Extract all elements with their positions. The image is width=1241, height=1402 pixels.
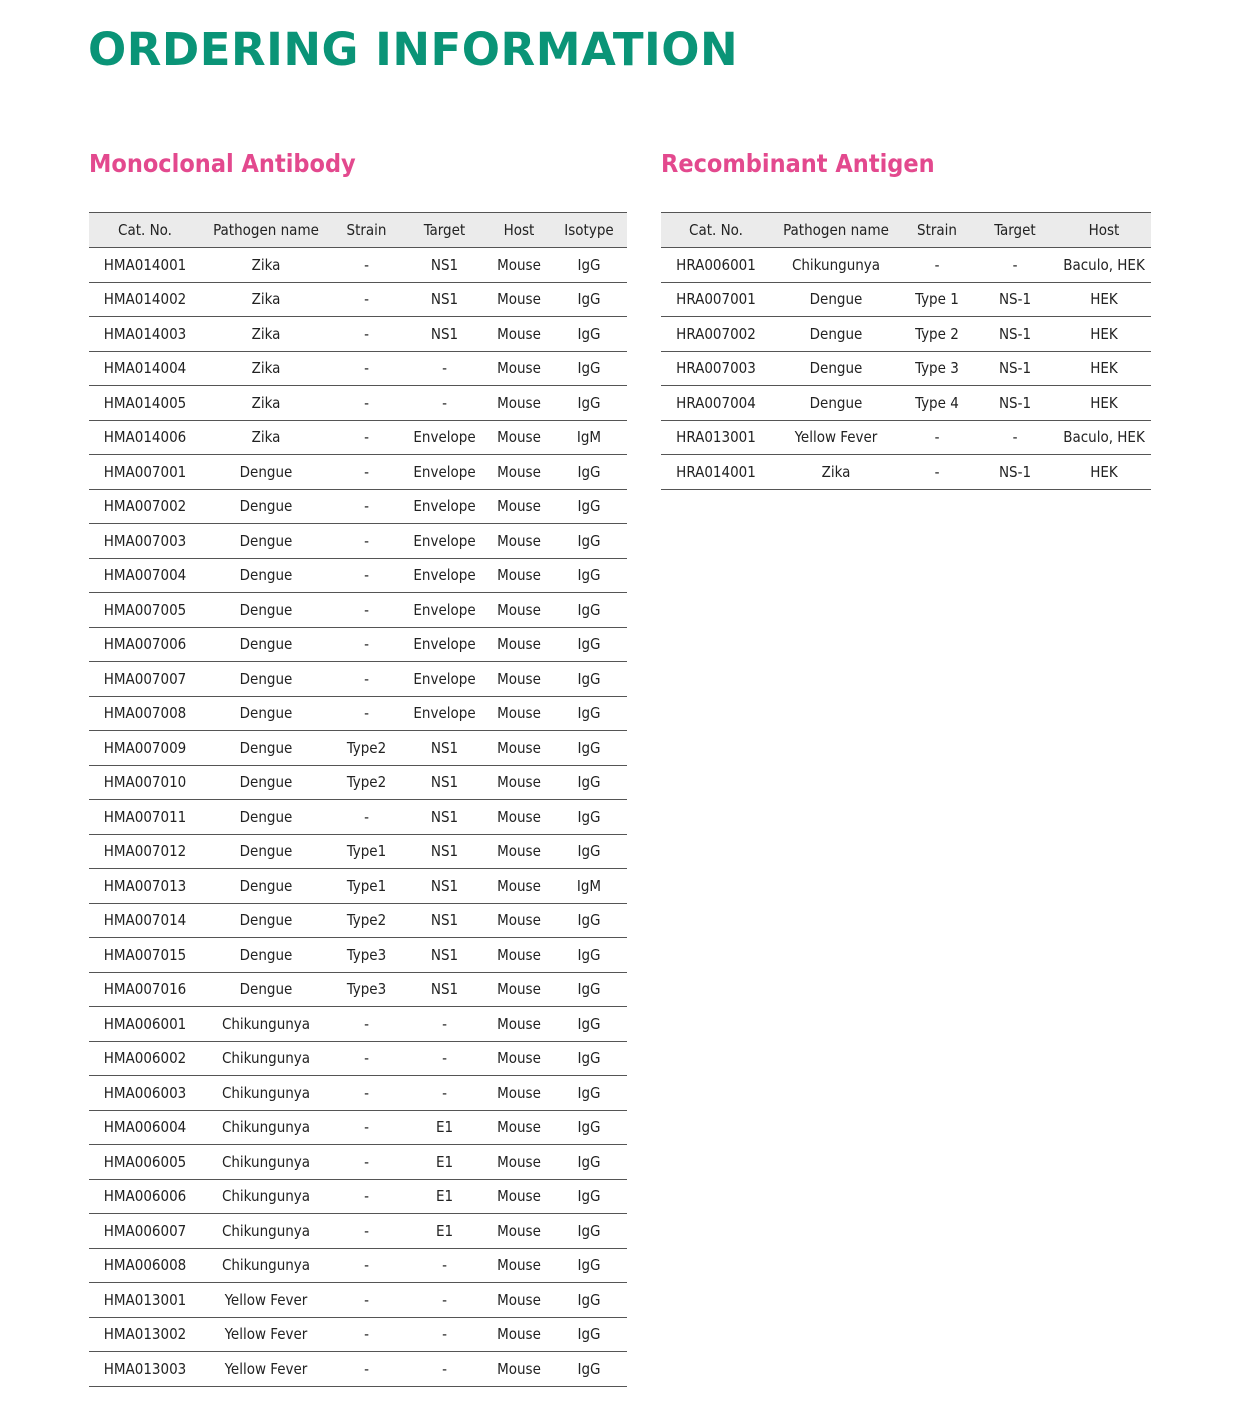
table-cell: Dengue bbox=[771, 351, 901, 386]
table-cell: NS1 bbox=[402, 938, 487, 973]
table-row bbox=[89, 455, 627, 490]
table-row bbox=[89, 1352, 627, 1387]
table-cell: IgG bbox=[551, 1214, 627, 1249]
table-cell: NS1 bbox=[402, 800, 487, 835]
table-cell: IgG bbox=[551, 1110, 627, 1145]
table-cell: - bbox=[402, 1283, 487, 1318]
table-row bbox=[89, 386, 627, 421]
monoclonal-antibody-title: Monoclonal Antibody bbox=[89, 149, 356, 178]
table-cell: Mouse bbox=[487, 317, 551, 352]
column-header: Strain bbox=[331, 213, 402, 248]
table-cell: NS1 bbox=[402, 731, 487, 766]
table-cell: - bbox=[331, 662, 402, 697]
table-cell: HMA007007 bbox=[89, 662, 201, 697]
table-cell: Mouse bbox=[487, 455, 551, 490]
table-cell: HEK bbox=[1057, 317, 1151, 352]
table-cell: HMA007012 bbox=[89, 834, 201, 869]
table-cell: - bbox=[402, 1041, 487, 1076]
table-row bbox=[89, 1317, 627, 1352]
table-cell: Type2 bbox=[331, 903, 402, 938]
table-cell: - bbox=[331, 558, 402, 593]
table-cell: Chikungunya bbox=[201, 1041, 331, 1076]
table-cell: - bbox=[331, 386, 402, 421]
table-cell: - bbox=[331, 593, 402, 628]
table-cell: Yellow Fever bbox=[771, 420, 901, 455]
table-cell: - bbox=[331, 1214, 402, 1249]
table-cell: IgG bbox=[551, 1352, 627, 1387]
table-cell: Dengue bbox=[201, 593, 331, 628]
table-cell: Dengue bbox=[201, 696, 331, 731]
table-cell: Mouse bbox=[487, 282, 551, 317]
table-row bbox=[89, 1007, 627, 1042]
table-cell: NS-1 bbox=[973, 317, 1057, 352]
table-row bbox=[89, 731, 627, 766]
table-cell: - bbox=[331, 351, 402, 386]
table-cell: Dengue bbox=[201, 455, 331, 490]
table-cell: NS1 bbox=[402, 317, 487, 352]
table-cell: Mouse bbox=[487, 1214, 551, 1249]
table-row bbox=[89, 282, 627, 317]
table-cell: - bbox=[331, 1317, 402, 1352]
table-row bbox=[89, 800, 627, 835]
table-cell: Envelope bbox=[402, 593, 487, 628]
table-cell: NS1 bbox=[402, 248, 487, 283]
table-cell: Yellow Fever bbox=[201, 1283, 331, 1318]
table-cell: HMA013001 bbox=[89, 1283, 201, 1318]
table-cell: Zika bbox=[201, 248, 331, 283]
table-cell: - bbox=[402, 1076, 487, 1111]
table-cell: - bbox=[331, 317, 402, 352]
table-cell: Chikungunya bbox=[771, 248, 901, 283]
table-cell: IgG bbox=[551, 765, 627, 800]
table-cell: IgG bbox=[551, 1076, 627, 1111]
table-cell: Type 1 bbox=[901, 282, 973, 317]
table-cell: HMA014002 bbox=[89, 282, 201, 317]
table-cell: Mouse bbox=[487, 938, 551, 973]
table-row bbox=[89, 938, 627, 973]
table-cell: HMA007002 bbox=[89, 489, 201, 524]
table-cell: Envelope bbox=[402, 420, 487, 455]
table-row bbox=[89, 696, 627, 731]
table-row bbox=[89, 1179, 627, 1214]
table-row bbox=[661, 248, 1151, 283]
table-cell: Envelope bbox=[402, 696, 487, 731]
table-row bbox=[661, 386, 1151, 421]
table-cell: Mouse bbox=[487, 869, 551, 904]
table-cell: Mouse bbox=[487, 800, 551, 835]
table-cell: HMA006005 bbox=[89, 1145, 201, 1180]
table-cell: IgG bbox=[551, 524, 627, 559]
table-row bbox=[89, 1145, 627, 1180]
table-cell: IgG bbox=[551, 282, 627, 317]
table-cell: IgG bbox=[551, 1248, 627, 1283]
table-cell: NS1 bbox=[402, 972, 487, 1007]
table-cell: Mouse bbox=[487, 972, 551, 1007]
table-cell: Dengue bbox=[201, 524, 331, 559]
table-cell: NS-1 bbox=[973, 455, 1057, 490]
table-cell: - bbox=[331, 1110, 402, 1145]
table-cell: Mouse bbox=[487, 1352, 551, 1387]
table-cell: HEK bbox=[1057, 386, 1151, 421]
table-cell: HMA006008 bbox=[89, 1248, 201, 1283]
table-cell: - bbox=[331, 1076, 402, 1111]
table-cell: Mouse bbox=[487, 1041, 551, 1076]
recombinant-antigen-table bbox=[661, 212, 1151, 490]
table-cell: Envelope bbox=[402, 524, 487, 559]
table-cell: IgG bbox=[551, 489, 627, 524]
table-cell: Mouse bbox=[487, 1283, 551, 1318]
table-cell: Mouse bbox=[487, 696, 551, 731]
table-cell: Mouse bbox=[487, 1076, 551, 1111]
table-cell: Dengue bbox=[201, 800, 331, 835]
table-cell: HMA014003 bbox=[89, 317, 201, 352]
table-cell: HMA007014 bbox=[89, 903, 201, 938]
table-cell: HMA007008 bbox=[89, 696, 201, 731]
table-cell: IgM bbox=[551, 420, 627, 455]
table-cell: Dengue bbox=[201, 869, 331, 904]
table-cell: HMA014001 bbox=[89, 248, 201, 283]
table-cell: Dengue bbox=[201, 731, 331, 766]
table-cell: Zika bbox=[201, 317, 331, 352]
table-cell: HRA007002 bbox=[661, 317, 771, 352]
table-cell: Yellow Fever bbox=[201, 1352, 331, 1387]
recombinant-antigen-title: Recombinant Antigen bbox=[661, 149, 935, 178]
table-cell: Mouse bbox=[487, 903, 551, 938]
table-cell: Yellow Fever bbox=[201, 1317, 331, 1352]
table-cell: HMA007015 bbox=[89, 938, 201, 973]
table-header-row bbox=[661, 213, 1151, 248]
table-cell: NS-1 bbox=[973, 386, 1057, 421]
table-cell: - bbox=[331, 1248, 402, 1283]
table-row bbox=[89, 351, 627, 386]
column-header: Strain bbox=[901, 213, 973, 248]
table-row bbox=[89, 972, 627, 1007]
table-cell: IgG bbox=[551, 696, 627, 731]
table-cell: Mouse bbox=[487, 248, 551, 283]
table-header-row bbox=[89, 213, 627, 248]
table-cell: Mouse bbox=[487, 1110, 551, 1145]
table-cell: HMA007003 bbox=[89, 524, 201, 559]
table-cell: E1 bbox=[402, 1214, 487, 1249]
table-row bbox=[89, 558, 627, 593]
column-header: Pathogen name bbox=[201, 213, 331, 248]
table-cell: IgG bbox=[551, 1179, 627, 1214]
column-header: Host bbox=[1057, 213, 1151, 248]
table-cell: IgG bbox=[551, 593, 627, 628]
table-cell: Dengue bbox=[201, 903, 331, 938]
table-row bbox=[89, 662, 627, 697]
table-cell: Dengue bbox=[201, 938, 331, 973]
table-cell: E1 bbox=[402, 1179, 487, 1214]
table-row bbox=[661, 420, 1151, 455]
table-cell: HMA007009 bbox=[89, 731, 201, 766]
table-cell: HMA007004 bbox=[89, 558, 201, 593]
table-cell: - bbox=[331, 800, 402, 835]
table-cell: HMA014004 bbox=[89, 351, 201, 386]
table-row bbox=[89, 765, 627, 800]
table-cell: E1 bbox=[402, 1110, 487, 1145]
table-cell: HRA007003 bbox=[661, 351, 771, 386]
table-cell: - bbox=[402, 1317, 487, 1352]
table-cell: HMA014006 bbox=[89, 420, 201, 455]
table-cell: IgG bbox=[551, 1145, 627, 1180]
table-cell: Baculo, HEK bbox=[1057, 248, 1151, 283]
table-cell: - bbox=[331, 455, 402, 490]
table-cell: IgM bbox=[551, 869, 627, 904]
table-cell: Envelope bbox=[402, 455, 487, 490]
table-cell: IgG bbox=[551, 1041, 627, 1076]
table-row bbox=[661, 455, 1151, 490]
table-cell: Mouse bbox=[487, 627, 551, 662]
table-cell: Type 3 bbox=[901, 351, 973, 386]
table-cell: Type 2 bbox=[901, 317, 973, 352]
table-cell: Dengue bbox=[771, 386, 901, 421]
table-cell: HMA014005 bbox=[89, 386, 201, 421]
table-cell: Dengue bbox=[201, 765, 331, 800]
table-row bbox=[89, 524, 627, 559]
table-cell: - bbox=[331, 1145, 402, 1180]
table-cell: HMA006002 bbox=[89, 1041, 201, 1076]
table-cell: Zika bbox=[201, 351, 331, 386]
table-cell: - bbox=[402, 351, 487, 386]
table-cell: Mouse bbox=[487, 524, 551, 559]
table-cell: - bbox=[901, 420, 973, 455]
table-cell: Mouse bbox=[487, 386, 551, 421]
table-cell: IgG bbox=[551, 455, 627, 490]
table-cell: Chikungunya bbox=[201, 1076, 331, 1111]
table-cell: HMA006006 bbox=[89, 1179, 201, 1214]
table-cell: Mouse bbox=[487, 1145, 551, 1180]
table-cell: Dengue bbox=[201, 558, 331, 593]
table-cell: HMA006004 bbox=[89, 1110, 201, 1145]
table-cell: Mouse bbox=[487, 593, 551, 628]
table-cell: IgG bbox=[551, 1283, 627, 1318]
table-cell: IgG bbox=[551, 972, 627, 1007]
table-cell: Type2 bbox=[331, 765, 402, 800]
table-cell: IgG bbox=[551, 386, 627, 421]
table-cell: HMA013003 bbox=[89, 1352, 201, 1387]
column-header: Host bbox=[487, 213, 551, 248]
table-cell: HRA013001 bbox=[661, 420, 771, 455]
table-cell: - bbox=[331, 1179, 402, 1214]
table-cell: - bbox=[973, 420, 1057, 455]
table-cell: - bbox=[402, 1007, 487, 1042]
table-cell: Type3 bbox=[331, 938, 402, 973]
table-cell: HMA007010 bbox=[89, 765, 201, 800]
table-cell: - bbox=[331, 248, 402, 283]
table-cell: - bbox=[331, 1352, 402, 1387]
table-cell: Dengue bbox=[201, 972, 331, 1007]
table-cell: - bbox=[331, 282, 402, 317]
table-cell: - bbox=[331, 420, 402, 455]
table-cell: HMA007013 bbox=[89, 869, 201, 904]
table-cell: IgG bbox=[551, 627, 627, 662]
table-cell: HMA007011 bbox=[89, 800, 201, 835]
table-cell: HRA007004 bbox=[661, 386, 771, 421]
table-cell: IgG bbox=[551, 317, 627, 352]
table-cell: Mouse bbox=[487, 1179, 551, 1214]
table-cell: Chikungunya bbox=[201, 1007, 331, 1042]
table-cell: HMA007006 bbox=[89, 627, 201, 662]
table-cell: - bbox=[901, 455, 973, 490]
table-cell: Type 4 bbox=[901, 386, 973, 421]
table-row bbox=[89, 1076, 627, 1111]
table-cell: HMA007001 bbox=[89, 455, 201, 490]
table-cell: - bbox=[901, 248, 973, 283]
table-cell: Dengue bbox=[201, 662, 331, 697]
table-cell: Mouse bbox=[487, 662, 551, 697]
table-row bbox=[89, 1041, 627, 1076]
table-row bbox=[89, 593, 627, 628]
table-cell: - bbox=[402, 1352, 487, 1387]
table-cell: Mouse bbox=[487, 420, 551, 455]
table-row bbox=[89, 420, 627, 455]
table-cell: Zika bbox=[201, 386, 331, 421]
table-cell: HRA006001 bbox=[661, 248, 771, 283]
table-row bbox=[89, 834, 627, 869]
table-row bbox=[661, 317, 1151, 352]
table-cell: IgG bbox=[551, 662, 627, 697]
table-cell: IgG bbox=[551, 731, 627, 766]
table-row bbox=[89, 903, 627, 938]
table-row bbox=[661, 282, 1151, 317]
table-cell: - bbox=[331, 489, 402, 524]
column-header: Target bbox=[402, 213, 487, 248]
table-cell: - bbox=[402, 386, 487, 421]
table-cell: Mouse bbox=[487, 351, 551, 386]
table-cell: Type1 bbox=[331, 869, 402, 904]
table-cell: IgG bbox=[551, 1007, 627, 1042]
table-cell: Chikungunya bbox=[201, 1179, 331, 1214]
table-cell: Zika bbox=[771, 455, 901, 490]
table-row bbox=[89, 1248, 627, 1283]
table-cell: NS1 bbox=[402, 765, 487, 800]
table-cell: - bbox=[331, 627, 402, 662]
table-cell: IgG bbox=[551, 248, 627, 283]
table-cell: - bbox=[331, 696, 402, 731]
table-cell: HMA006007 bbox=[89, 1214, 201, 1249]
table-cell: - bbox=[331, 524, 402, 559]
table-cell: HMA006003 bbox=[89, 1076, 201, 1111]
table-cell: HEK bbox=[1057, 282, 1151, 317]
table-row bbox=[89, 317, 627, 352]
table-cell: - bbox=[331, 1041, 402, 1076]
table-cell: IgG bbox=[551, 834, 627, 869]
table-cell: Chikungunya bbox=[201, 1214, 331, 1249]
table-row bbox=[89, 248, 627, 283]
table-cell: IgG bbox=[551, 903, 627, 938]
table-cell: NS1 bbox=[402, 869, 487, 904]
table-cell: IgG bbox=[551, 938, 627, 973]
table-cell: Zika bbox=[201, 420, 331, 455]
table-row bbox=[89, 1214, 627, 1249]
table-cell: IgG bbox=[551, 800, 627, 835]
table-cell: Mouse bbox=[487, 558, 551, 593]
table-cell: Mouse bbox=[487, 1007, 551, 1042]
table-cell: Envelope bbox=[402, 489, 487, 524]
table-cell: NS1 bbox=[402, 282, 487, 317]
table-cell: NS1 bbox=[402, 903, 487, 938]
column-header: Cat. No. bbox=[89, 213, 201, 248]
table-cell: Chikungunya bbox=[201, 1145, 331, 1180]
table-cell: Mouse bbox=[487, 731, 551, 766]
table-row bbox=[89, 869, 627, 904]
table-cell: HMA007005 bbox=[89, 593, 201, 628]
table-cell: Envelope bbox=[402, 662, 487, 697]
table-cell: Dengue bbox=[771, 317, 901, 352]
table-row bbox=[89, 1283, 627, 1318]
monoclonal-antibody-table bbox=[89, 212, 627, 1387]
table-cell: IgG bbox=[551, 1317, 627, 1352]
table-cell: Type1 bbox=[331, 834, 402, 869]
column-header: Pathogen name bbox=[771, 213, 901, 248]
table-cell: Mouse bbox=[487, 1317, 551, 1352]
table-cell: HEK bbox=[1057, 351, 1151, 386]
table-row bbox=[661, 351, 1151, 386]
table-cell: Envelope bbox=[402, 558, 487, 593]
table-cell: Mouse bbox=[487, 489, 551, 524]
column-header: Isotype bbox=[551, 213, 627, 248]
table-cell: HMA013002 bbox=[89, 1317, 201, 1352]
table-row bbox=[89, 1110, 627, 1145]
table-cell: Envelope bbox=[402, 627, 487, 662]
table-cell: Dengue bbox=[771, 282, 901, 317]
page-title: ORDERING INFORMATION bbox=[88, 23, 739, 76]
table-cell: E1 bbox=[402, 1145, 487, 1180]
table-cell: - bbox=[331, 1007, 402, 1042]
table-cell: - bbox=[331, 1283, 402, 1318]
table-cell: HEK bbox=[1057, 455, 1151, 490]
table-cell: Mouse bbox=[487, 834, 551, 869]
column-header: Cat. No. bbox=[661, 213, 771, 248]
table-cell: Type3 bbox=[331, 972, 402, 1007]
table-cell: Baculo, HEK bbox=[1057, 420, 1151, 455]
table-cell: Dengue bbox=[201, 627, 331, 662]
table-cell: IgG bbox=[551, 558, 627, 593]
table-cell: Zika bbox=[201, 282, 331, 317]
table-cell: IgG bbox=[551, 351, 627, 386]
column-header: Target bbox=[973, 213, 1057, 248]
table-cell: - bbox=[402, 1248, 487, 1283]
table-cell: Dengue bbox=[201, 834, 331, 869]
table-cell: Chikungunya bbox=[201, 1248, 331, 1283]
table-cell: HRA007001 bbox=[661, 282, 771, 317]
table-cell: HMA007016 bbox=[89, 972, 201, 1007]
table-cell: NS-1 bbox=[973, 351, 1057, 386]
table-cell: HRA014001 bbox=[661, 455, 771, 490]
table-cell: - bbox=[973, 248, 1057, 283]
table-cell: Type2 bbox=[331, 731, 402, 766]
table-row bbox=[89, 489, 627, 524]
table-cell: Mouse bbox=[487, 765, 551, 800]
table-cell: HMA006001 bbox=[89, 1007, 201, 1042]
table-cell: NS-1 bbox=[973, 282, 1057, 317]
table-cell: Mouse bbox=[487, 1248, 551, 1283]
table-row bbox=[89, 627, 627, 662]
table-cell: Chikungunya bbox=[201, 1110, 331, 1145]
table-cell: NS1 bbox=[402, 834, 487, 869]
table-cell: Dengue bbox=[201, 489, 331, 524]
